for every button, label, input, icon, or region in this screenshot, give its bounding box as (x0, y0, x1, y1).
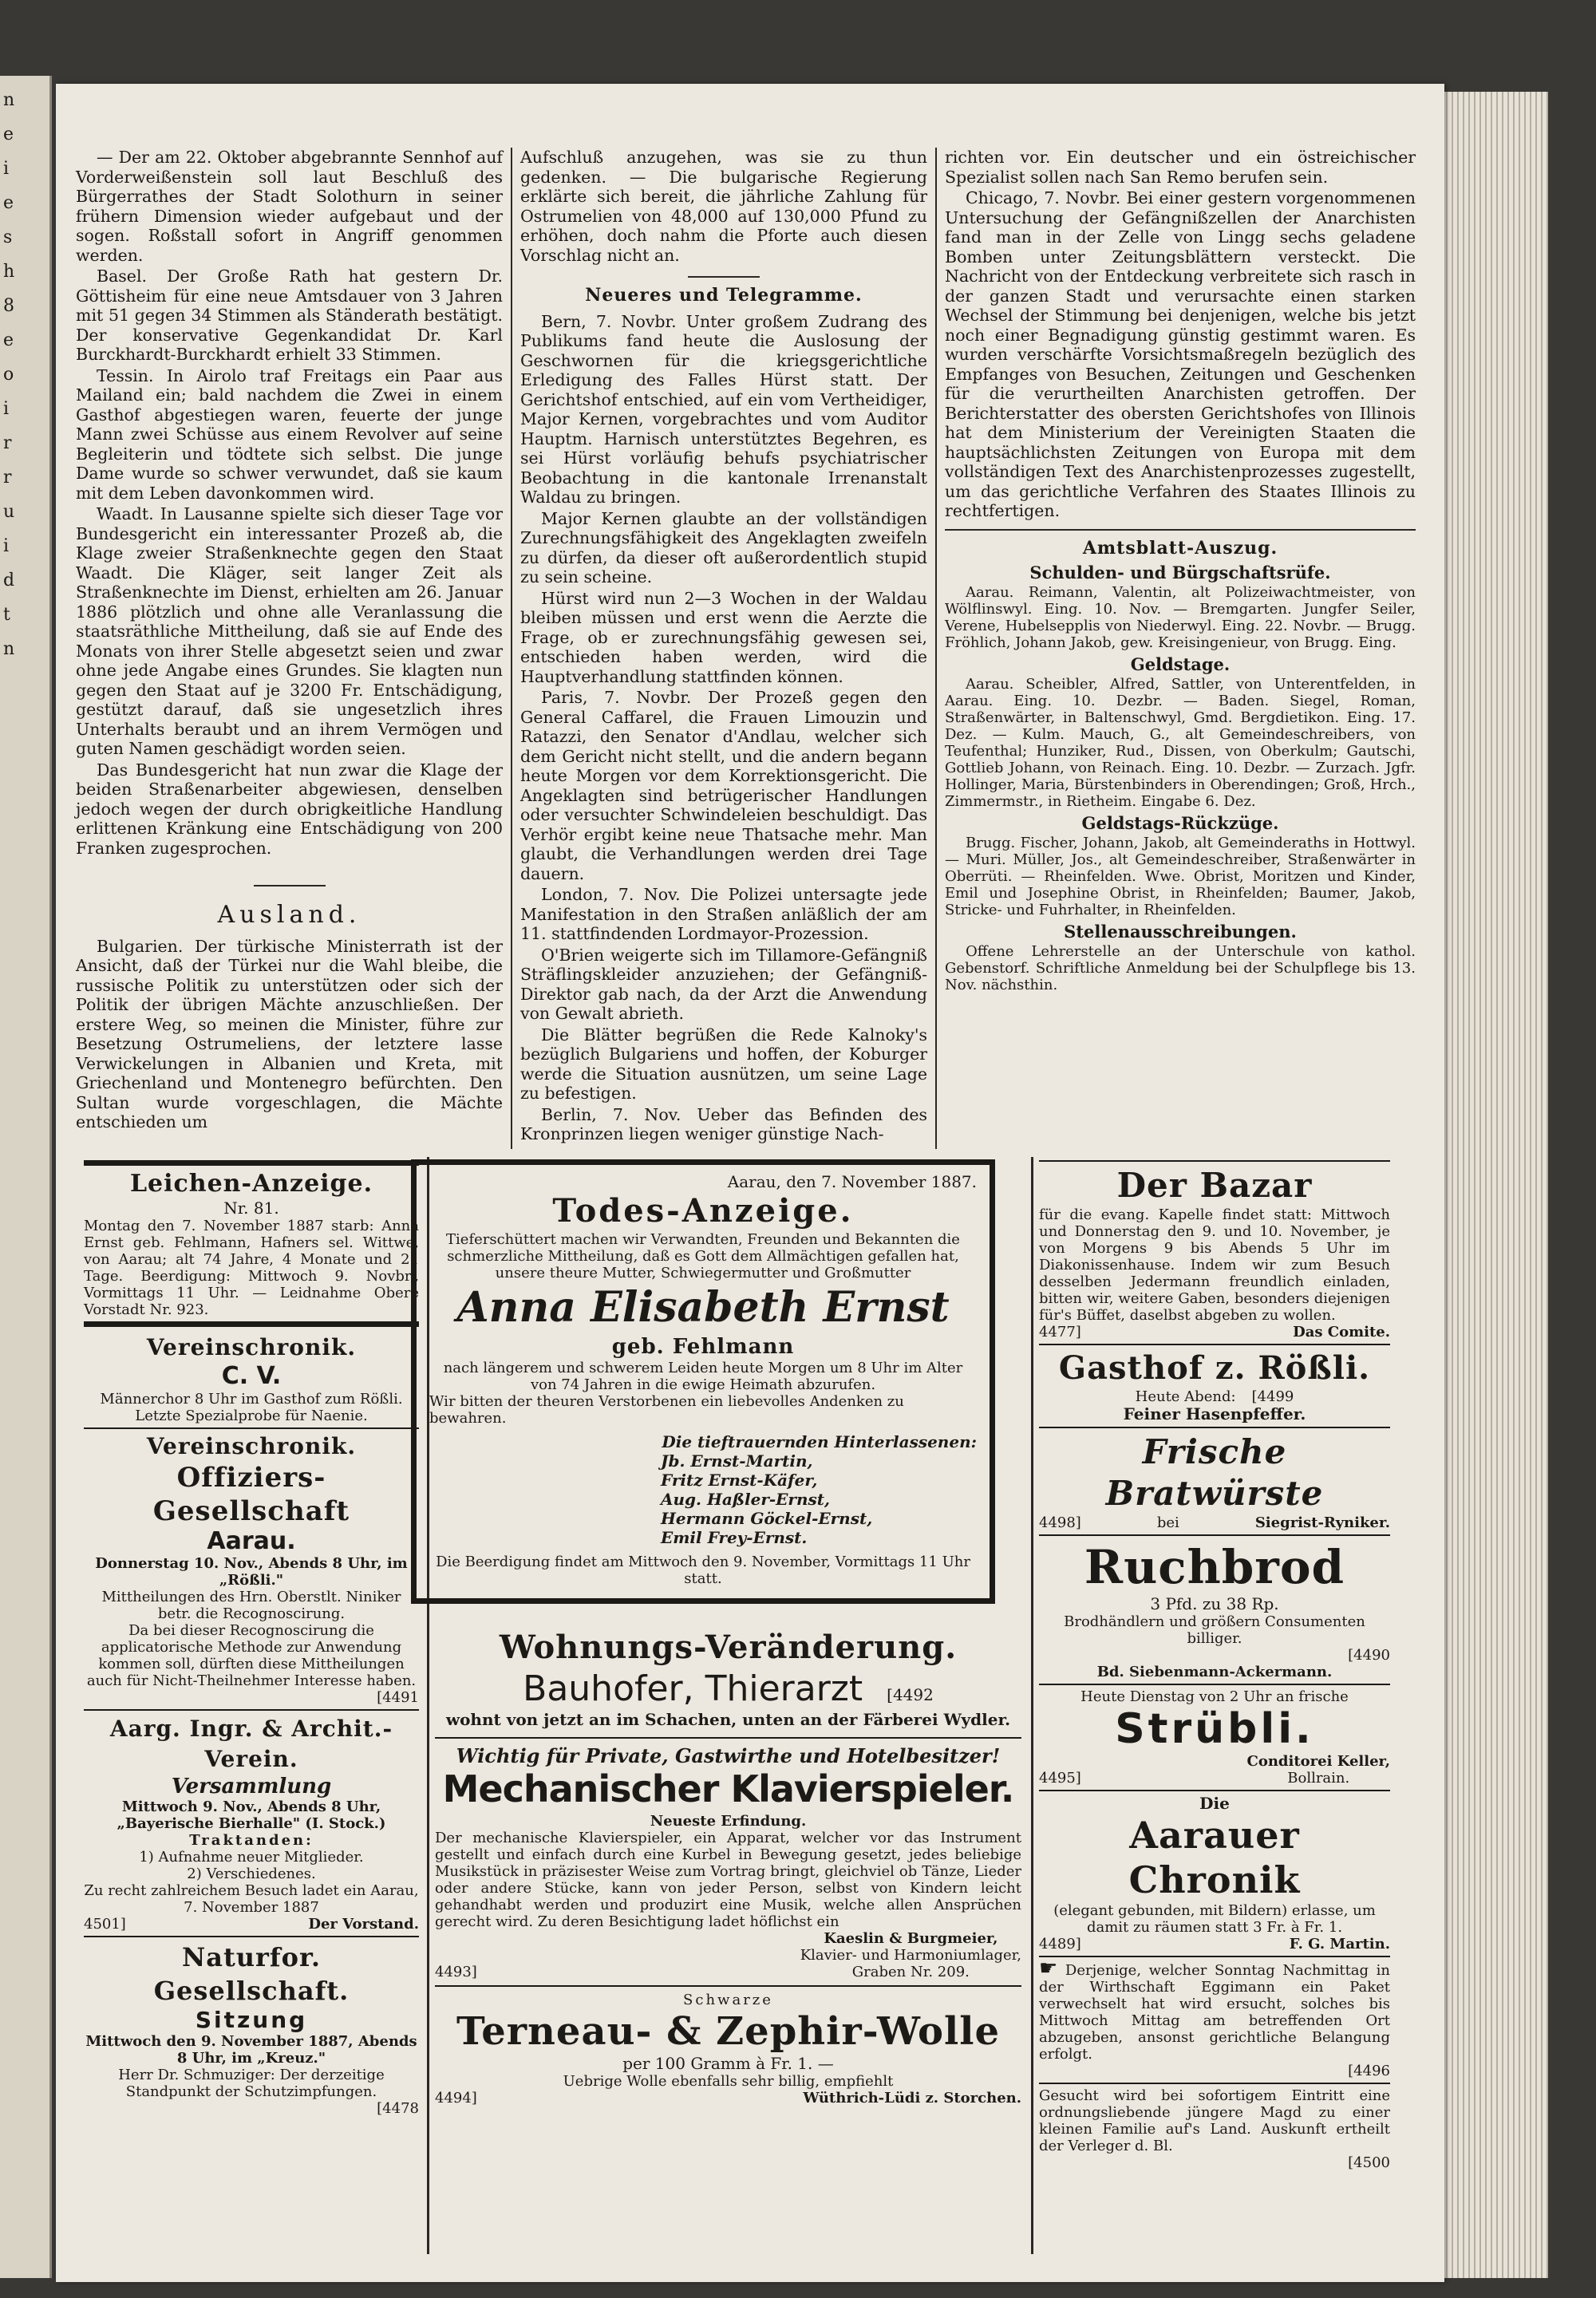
ad-reference: [4496 (1348, 2063, 1390, 2079)
ad-reference: [4491 (377, 1689, 419, 1706)
ingr-when: Mittwoch 9. Nov., Abends 8 Uhr, „Bayerische Bierhalle" (I. Stock.) (117, 1799, 386, 1832)
wolle-title: Terneau- & Zephir-Wolle (456, 2009, 1001, 2054)
telegram-paragraph: Die Blätter begrüßen die Rede Kalnoky's bezüglich Bulgariens und hoffen, der Koburger werde die Situation ausnützen, um seine Lage zu befestigen. (520, 1025, 927, 1103)
newspaper-page (56, 84, 1444, 2282)
ruchbrod-text: 3 Pfd. zu 38 Rp. (1150, 1594, 1279, 1613)
margin-letter: u (3, 502, 15, 522)
todes-mourners (429, 1451, 977, 1547)
magd-text: Gesucht wird bei sofortigem Eintritt eine ordnungsliebende jüngere Magd zu einer kleinen Familie auf's Land. Auskunft ertheilt der Verleger d. Bl. (1039, 2087, 1390, 2154)
margin-letter: i (3, 536, 10, 556)
strubli-title: Strübli. (1115, 1705, 1314, 1753)
amtsblatt-entry: Aarau. Scheibler, Alfred, Sattler, von Unterentfelden, in Aarau. Eing. 10. Dezbr. — Baden. Siegel, Roman, Straßenwärter, in Baltenschwyl, Gmd. Bergdietikon. Eing. 17. Dez. — Kulm. Mauch, G., alt Gemeindeschreibers, von Teufenthal; Hunziker, Rud., Dissen, von Oberkulm; Gautschi, Gottlieb Johann, von Reinach. Eing. 10. Dezbr. — Zurzach. Jgfr. Hollinger, Maria, Bürstenbinders in Oberendingen; Groß, Hrch., Zimmermstr., in Rietheim. Eingabe 6. Dez. (945, 676, 1416, 810)
ad-reference: [4490 (1348, 1647, 1390, 1664)
section-heading-telegrams: Neueres und Telegramme. (585, 285, 863, 306)
todes-mourners-title: Die tieftrauernden Hinterlassenen: (662, 1432, 977, 1451)
klavier-text: Der mechanische Klavierspieler, ein Apparat, welcher vor das Instrument gestellt und einfach durch eine Kurbel in Bewegung gesetzt, jedes beliebige Musikstück in präzisester Weise zum Vortrag bringt, gleichviel ob Tänze, Lieder oder andere Stücke, kann von jeder Person, selbst von Kindern leicht gehandhabt werden und produzirt eine Musik, welche allen Ansprüchen gerecht wird. Zu deren Besichtigung ladet höflichst ein (435, 1830, 1021, 1930)
bratwurst-sig: Siegrist-Ryniker. (1254, 1514, 1390, 1531)
ruchbrod-title: Ruchbrod (1084, 1540, 1345, 1594)
telegram-paragraph: Paris, 7. Novbr. Der Prozeß gegen den General Caffarel, die Frauen Limouzin und Ratazzi, den Senator d'Andlau, welcher sich dem Gericht nicht stellt, und die andern begann heute Morgen vor dem Korrektionsgericht. Die Angeklagten sind betrügerischer Handlungen oder versuchter Schwindeleien beschuldigt. Das Verhör ergibt keine neue Thatsache mehr. Man glaubt, die Verhandlungen werden drei Tage dauern. (520, 688, 927, 883)
todes-text: Tieferschüttert machen wir Verwandten, Freunden und Bekannten die schmerzliche Mittheilung, daß es Gott dem Allmächtigen gefallen hat, unsere theure Mutter, Schwiegermutter und Großmutter (446, 1231, 960, 1281)
margin-letter: n (3, 90, 15, 110)
todes-mourner: Fritz Ernst-Käfer, (661, 1471, 818, 1490)
ad-reference: [4478 (377, 2100, 419, 2117)
section-heading-amtsblatt: Amtsblatt-Auszug. (1082, 537, 1278, 559)
naturfor-title: Naturfor. Gesellschaft. (153, 1942, 350, 2006)
offiziers-title: Offiziers-Gesellschaft (152, 1462, 350, 1527)
ad-reference: [4500 (1348, 2154, 1390, 2171)
ingr-sig: Der Vorstand. (308, 1916, 419, 1933)
margin-letter: s (3, 227, 13, 247)
ruchbrod-text: Brodhändlern und größern Consumenten billiger. (1064, 1613, 1365, 1647)
margin-letter: e (3, 330, 14, 350)
section-divider (945, 529, 1416, 531)
klavier-firm: Klavier- und Harmoniumlager, (800, 1947, 1021, 1964)
amtsblatt-subheading: Geldstage. (1130, 654, 1231, 674)
todes-mourner: Emil Frey-Ernst. (661, 1528, 808, 1547)
todes-mourner: Aug. Haßler-Ernst, (661, 1490, 830, 1509)
telegram-paragraph: London, 7. Nov. Die Polizei untersagte jede Manifestation in den Straßen anläßlich der am 11. stattfindenden Lordmayor-Prozession. (520, 885, 927, 943)
column-separator (1031, 1157, 1033, 2254)
article-paragraph: Bulgarien. Der türkische Ministerrath ist der Ansicht, daß der Türkei nur die Wahl bleibe, die russische Politik zu unterstützen oder sich der Politik der übrigen Mächte anzuschließen. Der erstere Weg, so meinen die Minister, führe zur Besetzung Ostrumeliens, der letztere lasse Verwickelungen in Albanien und Kreta, mit Griechenland und Montenegro befürchten. Den Sultan wurde vorgeschlagen, die Mächte entschieden um (76, 936, 503, 1131)
todes-funeral: Die Beerdigung findet am Mittwoch den 9. November, Vormittags 11 Uhr statt. (436, 1554, 970, 1587)
ad-reference: 4495] (1039, 1770, 1081, 1787)
ad-reference: [4499 (1251, 1388, 1294, 1405)
bazar-sig: Das Comite. (1293, 1324, 1390, 1340)
margin-letter: d (3, 571, 15, 590)
offiziers-text: Da bei dieser Recognoscirung die applicatorische Methode zur Anwendung kommen soll, dürften diese Mittheilungen auch für Nicht-Theilnehmer Interesse haben. (86, 1622, 417, 1689)
ads-middle-column (435, 1628, 1021, 2106)
todes-title: Todes-Anzeige. (552, 1192, 854, 1230)
ads-right-column (1039, 1157, 1390, 2171)
column-2 (520, 148, 927, 1146)
ingr-item: 2) Verschiedenes. (187, 1866, 316, 1882)
todes-anzeige (411, 1159, 995, 1604)
margin-letter: e (3, 124, 14, 144)
wolle-price: per 100 Gramm à Fr. 1. — (622, 2054, 834, 2073)
naturfor-sub: Sitzung (195, 2007, 308, 2033)
wolle-sig: Wüthrich-Lüdi z. Storchen. (803, 2090, 1021, 2106)
naturfor-text: Herr Dr. Schmuziger: Der derzeitige Standpunkt der Schutzimpfungen. (118, 2067, 385, 2100)
article-paragraph: Das Bundesgericht hat nun zwar die Klage der beiden Straßenarbeiter abgewiesen, denselben jedoch wegen der durch obrigkeitliche Handlung erlittenen Kränkung eine Entschädigung von 200 Franken zugesprochen. (76, 760, 503, 858)
amtsblatt-subheading: Schulden- und Bürgschaftsrüfe. (1029, 563, 1331, 582)
offiziers-place: Aarau. (207, 1527, 296, 1555)
margin-letter: h (3, 262, 15, 282)
klavier-head: Wichtig für Private, Gastwirthe und Hotelbesitzer! (456, 1744, 1001, 1767)
margin-letter: i (3, 159, 10, 179)
amtsblatt-entry: Brugg. Fischer, Johann, Jakob, alt Gemeinderaths in Hottwyl. — Muri. Müller, Jos., alt Gemeindeschreiber, Straßenwärter in Oberrüti. — Rheinfelden. Wwe. Obrist, Moritzen und Kinder, Emil und Josephine Obrist, in Rheinfelden; Baumer, Jakob, Stricke- und Fuhrhalter, in Rheinfelden. (945, 835, 1416, 918)
gasthof-item: Feiner Hasenpfeffer. (1123, 1404, 1306, 1423)
pointing-hand-icon: ☛ (1039, 1956, 1058, 1980)
margin-letter: o (3, 365, 14, 385)
klavier-firm: Graben Nr. 209. (851, 1964, 970, 1980)
article-paragraph: — Der am 22. Oktober abgebrannte Sennhof auf Vorderweißenstein soll laut Beschluß des Bürgerrathes der Stadt Solothurn in seiner frühern Dimension wieder aufgebaut und der sogen. Roßstall sofort in Angriff genommen werden. (76, 148, 503, 265)
margin-letter: r (3, 468, 12, 488)
telegram-paragraph: O'Brien weigerte sich im Tillamore-Gefängniß Sträflingskleider anzuziehen; der Gefängniß-Direktor gab nach, da der Arzt die Anwendung von Gewalt abrieth. (520, 945, 927, 1023)
margin-letter: n (3, 639, 15, 659)
margin-letter: e (3, 193, 14, 213)
klavier-sub: Neueste Erfindung. (650, 1813, 807, 1830)
klavier-title: Mechanischer Klavierspieler. (442, 1767, 1014, 1810)
ad-reference: 4498] (1039, 1514, 1081, 1531)
margin-letter: i (3, 399, 10, 419)
klavier-firm: Kaeslin & Burgmeier, (824, 1930, 998, 1947)
article-paragraph: Aufschluß anzugehen, was sie zu thun gedenken. — Die bulgarische Regierung erklärte sich bereit, die jährliche Zahlung für Ostrumelien von 48,000 auf 130,000 Pfund zu erhöhen, doch nahm die Pforte auch diesen Vorschlag nicht an. (520, 148, 927, 265)
strubli-sig: Conditorei Keller, (1246, 1753, 1390, 1770)
wolle-text: Uebrige Wolle ebenfalls sehr billig, empfiehlt (563, 2073, 894, 2090)
cv-text: Männerchor 8 Uhr im Gasthof zum Rößli. Letzte Spezialprobe für Naenie. (100, 1391, 403, 1424)
naturfor-when: Mittwoch den 9. November 1887, Abends 8 Uhr, im „Kreuz." (85, 2033, 417, 2067)
todes-name: Anna Elisabeth Ernst (456, 1283, 950, 1332)
wolle-pre: Schwarze (683, 1992, 773, 2008)
leichen-anzeige-title: Leichen-Anzeige. (129, 1170, 373, 1198)
margin-letter: 8 (3, 296, 14, 316)
bratwurst-title: Frische Bratwürste (1105, 1432, 1324, 1513)
ruchbrod-sig: Bd. Siebenmann-Ackermann. (1096, 1664, 1333, 1680)
strubli-sig: Bollrain. (1287, 1770, 1350, 1787)
amtsblatt-entry: Aarau. Reimann, Valentin, alt Polizeiwachtmeister, von Wölflinswyl. Eing. 10. Nov. — Bremgarten. Jungfer Seiler, Verene, Hubelsepplis von Niederwyl. Eing. 22. Novbr. — Brugg. Fröhlich, Johann Jakob, gew. Kreisingenieur, von Brugg. Eing. (945, 584, 1416, 651)
ad-reference: 4489] (1039, 1936, 1081, 1953)
todes-geb: geb. Fehlmann (611, 1335, 795, 1359)
offiziers-when: Donnerstag 10. Nov., Abends 8 Uhr, im „Rößli." (95, 1555, 408, 1589)
ad-reference: 4501] (84, 1916, 126, 1933)
vereinschronik-title: Vereinschronik. (146, 1334, 357, 1360)
margin-letter: r (3, 433, 12, 453)
ad-reference: 4477] (1039, 1324, 1081, 1340)
margin-letter: t (3, 605, 10, 625)
todes-mourner: Hermann Göckel-Ernst, (661, 1509, 873, 1528)
ad-reference: 4493] (435, 1964, 477, 1980)
wohnung-title: Wohnungs-Veränderung. (499, 1629, 958, 1666)
ad-reference: [4492 (887, 1685, 934, 1704)
telegram-paragraph: Major Kernen glaubte an der vollständigen Zurechnungsfähigkeit des Angeklagten zweifeln zu dürfen, da dieser oft außerordentlich stupid zu sein scheine. (520, 508, 927, 586)
column-separator (511, 148, 512, 1149)
ingr-item: 1) Aufnahme neuer Mitglieder. (139, 1849, 364, 1866)
ingr-title: Aarg. Ingr. & Archit.-Verein. (109, 1716, 393, 1772)
section-divider (688, 276, 760, 278)
article-paragraph: Basel. Der Große Rath hat gestern Dr. Göttisheim für eine neue Amtsdauer von 3 Jahren mit 51 gegen 34 Stimmen als Ständerath bestätigt. Der konservative Gegenkandidat Dr. Karl Burckhardt-Burckhardt erhielt 33 Stimmen. (76, 267, 503, 364)
column-separator (935, 148, 937, 1149)
vereinschronik-title: Vereinschronik. (146, 1433, 357, 1459)
todes-date: Aarau, den 7. November 1887. (727, 1172, 977, 1191)
adjacent-page-edge (0, 76, 52, 2278)
offiziers-text: Mittheilungen des Hrn. Oberstlt. Niniker betr. die Recognoscirung. (101, 1589, 401, 1622)
wohnung-text: wohnt von jetzt an im Schachen, unten an der Färberei Wydler. (445, 1710, 1011, 1729)
article-paragraph: Waadt. In Lausanne spielte sich dieser Tage vor Bundesgericht ein interessanter Prozeß ab, die Klage zweier Straßenknechte gegen den Staat Waadt. Die Kläger, seit langer Zeit als Straßenknechte im Dienst, erhielten am 26. Januar 1886 plötzlich und ohne alle Veranlassung die staatsräthliche Mittheilung, daß sie auf Ende des Monats von ihrer Stelle abgesetzt seien und zwar ohne jede Angabe eines Grundes. Sie klagten nun gegen den Staat auf je 3200 Fr. Entschädigung, gestützt darauf, daß sie ungesetzlich ihres Unterhalts beraubt und an ihrem Vermögen und guten Namen geschädigt worden seien. (76, 504, 503, 758)
ingr-text: Zu recht zahlreichem Besuch ladet ein Aarau, 7. November 1887 (84, 1882, 419, 1916)
ads-left-column (84, 1157, 419, 2117)
chronik-pre: Die (1199, 1794, 1230, 1813)
amtsblatt-entry: Offene Lehrerstelle an der Unterschule von kathol. Gebenstorf. Schriftliche Anmeldung bei der Schulpflege bis 13. Nov. nächsthin. (945, 943, 1416, 993)
todes-mourner: Jb. Ernst-Martin, (661, 1451, 813, 1471)
bratwurst-bei: bei (1156, 1514, 1179, 1531)
todes-text: Wir bitten der theuren Verstorbenen ein liebevolles Andenken zu bewahren. (429, 1393, 904, 1427)
todes-text: nach längerem und schwerem Leiden heute Morgen um 8 Uhr im Alter von 74 Jahren in die ewige Heimath abzurufen. (443, 1360, 963, 1393)
article-paragraph: Chicago, 7. Novbr. Bei einer gestern vorgenommenen Untersuchung der Gefängnißzellen der Anarchisten fand man in der Zelle von Lingg sechs geladene Bomben unter Zeitungsblättern versteckt. Die Nachricht von der Entdeckung verbreitete sich rasch in der ganzen Stadt und verursachte einen starken Wechsel der Stimmung bei denjenigen, welche bis jetzt noch einer Begnadigung günstig gestimmt waren. Es wurden verschärfte Vorsichtsmaßregeln bezüglich des Empfanges von Besuchen, Zeitungen und Geschenken für die verurtheilten Anarchisten getroffen. Der Berichterstatter des obersten Gerichtshofes von Illinois hat dem Ministerium der Vereinigten Staaten die hauptsächlichsten Zeitungen von Europa mit dem vollständigen Text des Anarchistenprozesses zugestellt, um das gerichtliche Verfahren des Staates Illinois zu rechtfertigen. (945, 188, 1416, 520)
amtsblatt-subheading: Geldstags-Rückzüge. (1081, 813, 1279, 833)
bazar-text: für die evang. Kapelle findet statt: Mittwoch und Donnerstag den 9. und 10. November, je von Morgens 9 bis Abends 5 Uhr im Diakonissenhause. Indem wir zum Besuch desselben Jedermann freundlich einladen, bitten wir, weitere Gaben, besonders diejenigen für's Büffet, daselbst abgeben zu wollen. (1039, 1206, 1390, 1324)
leichen-number: Nr. 81. (223, 1198, 279, 1218)
column-1 (76, 148, 503, 1134)
section-heading-ausland: Ausland. (217, 901, 361, 929)
strubli-pre: Heute Dienstag von 2 Uhr an frische (1080, 1688, 1349, 1705)
article-paragraph: Tessin. In Airolo traf Freitags ein Paar aus Mailand ein; bald nachdem die Zwei in einem Gasthof abgestiegen waren, feuerte der junge Mann zwei Schüsse aus einem Revolver auf seine Begleiterin und tödtete sich selbst. Die junge Dame wurde so schwer verwundet, daß sie kaum mit dem Leben davonkommen wird. (76, 365, 503, 503)
ingr-sub: Versammlung (171, 1775, 332, 1799)
section-divider (254, 885, 326, 886)
page-stack-edge (1436, 92, 1548, 2278)
leichen-text: Montag den 7. November 1887 starb: Anna Ernst geb. Fehlmann, Hafners sel. Wittwe, von Aarau; alt 74 Jahre, 4 Monate und 21 Tage. Beerdigung: Mittwoch 9. Novbr., Vormittags 11 Uhr. — Leidnahme Obere Vorstadt Nr. 923. (84, 1218, 419, 1318)
telegram-paragraph: Hürst wird nun 2—3 Wochen in der Waldau bleiben müssen und erst wenn die Aerzte die Frage, ob er zurechnungsfähig gewesen sei, entschieden haben werden, wird die Hauptverhandlung stattfinden können. (520, 588, 927, 686)
ingr-trakt: Traktanden: (189, 1832, 314, 1849)
ad-reference: 4494] (435, 2090, 477, 2106)
article-paragraph: richten vor. Ein deutscher und ein östreichischer Spezialist sollen nach San Remo berufen sein. (945, 148, 1416, 187)
telegram-paragraph: Berlin, 7. Nov. Ueber das Befinden des Kronprinzen liegen weniger günstige Nach- (520, 1104, 927, 1143)
telegram-paragraph: Bern, 7. Novbr. Unter großem Zudrang des Publikums fand heute die Auslosung der Geschwornen für die kriegsgerichtliche Erledigung des Falles Hürst statt. Der Gerichtshof entschied, auf ein vom Vertheidiger, Major Kernen, vorgebrachtes und vom Auditor Hauptm. Harnisch unterstütztes Begehren, es sei Hürst vorläufig behufs psychiatrischer Beobachtung in die kantonale Irrenanstalt Waldau zu bringen. (520, 311, 927, 507)
chronik-sig: F. G. Martin. (1289, 1936, 1390, 1953)
column-3 (945, 148, 1416, 995)
wohnung-name: Bauhofer, Thierarzt (523, 1668, 863, 1709)
chronik-title: Aarauer Chronik (1128, 1814, 1301, 1901)
amtsblatt-subheading: Stellenausschreibungen. (1064, 922, 1297, 942)
chronik-text: (elegant gebunden, mit Bildern) erlasse, um damit zu räumen statt 3 Fr. à Fr. 1. (1053, 1902, 1376, 1936)
paket-text: ☛ Derjenige, welcher Sonntag Nachmittag in der Wirthschaft Eggimann ein Paket verwechselt hat wird ersucht, solches bis Mittwoch Mittag am betreffenden Ort abzugeben, ansonst gerichtliche Belangung erfolgt. (1039, 1956, 1390, 2063)
gasthof-title: Gasthof z. Rößli. (1058, 1349, 1371, 1387)
bazar-title: Der Bazar (1116, 1166, 1313, 1205)
gasthof-text: Heute Abend: (1135, 1388, 1236, 1405)
cv-title: C. V. (221, 1362, 282, 1390)
